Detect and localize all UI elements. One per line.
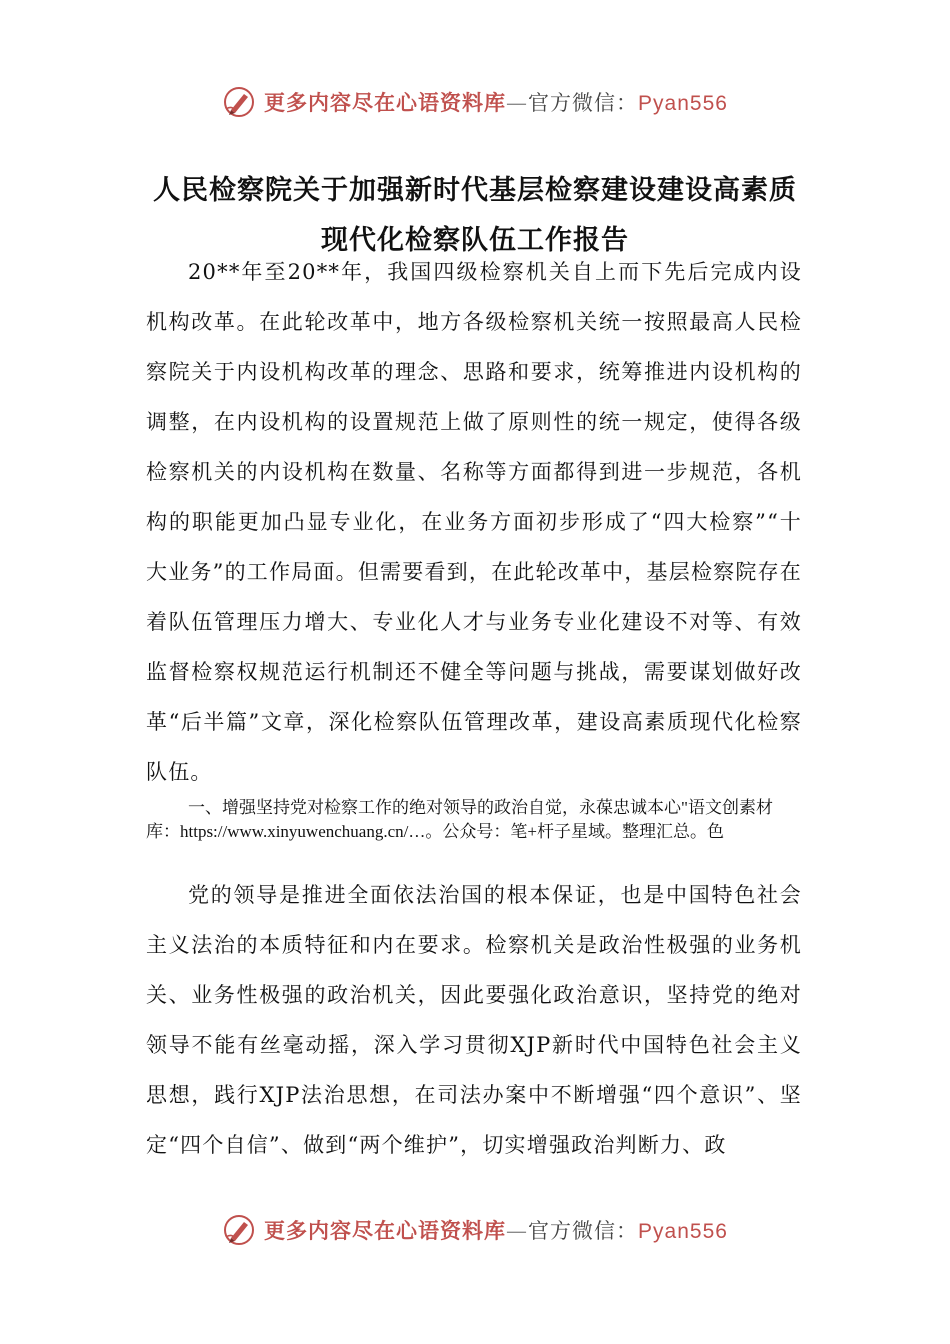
pen-logo-icon: [222, 1213, 256, 1247]
banner-main-text: 更多内容尽在心语资料库: [264, 1218, 507, 1243]
banner-label: 官方微信：: [528, 1219, 639, 1243]
footer-banner: [0, 1208, 950, 1252]
banner-separator: —: [506, 91, 529, 115]
banner-separator: —: [506, 1219, 529, 1243]
banner-wechat-id: Pyan556: [638, 1220, 728, 1243]
paragraph-party-leadership: 党的领导是推进全面依法治国的根本保证，也是中国特色社会主义法治的本质特征和内在要求。检察机关是政治性极强的业务机关、业务性极强的政治机关，因此要强化政治意识，坚持党的绝对领导不能有丝毫动摇，深入学习贯彻XJP新时代中国特色社会主义思想，践行XJP法治思想，在司法办案中不断增强“四个意识”、坚定“四个自信”、做到“两个维护”，切实增强政治判断力、政: [146, 883, 802, 1157]
header-banner: [0, 80, 950, 124]
banner-label: 官方微信：: [528, 91, 639, 115]
document-title: 人民检察院关于加强新时代基层检察建设建设高素质现代化检察队伍工作报告: [153, 175, 797, 257]
pen-logo-icon: [222, 85, 256, 119]
banner-text: [264, 1215, 728, 1245]
banner-text: [264, 87, 728, 117]
banner-main-text: 更多内容尽在心语资料库: [264, 90, 507, 115]
banner-wechat-id: Pyan556: [638, 92, 728, 115]
paragraph-intro: 20**年至20**年，我国四级检察机关自上而下先后完成内设机构改革。在此轮改革中，地方各级检察机关统一按照最高人民检察院关于内设机构改革的理念、思路和要求，统筹推进内设机构的调整，在内设机构的设置规范上做了原则性的统一规定，使得各级检察机关的内设机构在数量、名称等方面都得到进一步规范，各机构的职能更加凸显专业化，在业务方面初步形成了“四大检察”“十大业务”的工作局面。但需要看到，在此轮改革中，基层检察院存在着队伍管理压力增大、专业化人才与业务专业化建设不对等、有效监督检察权规范运行机制还不健全等问题与挑战，需要谋划做好改革“后半篇”文章，深化检察队伍管理改革，建设高素质现代化检察队伍。: [146, 260, 802, 784]
section-heading-1: 一、增强坚持党对检察工作的绝对领导的政治自觉，永葆忠诚本心"语文创素材库：https://www.xinyuwenchuang.cn/…。公众号：笔+杆子星域。整理汇总。色: [146, 798, 773, 841]
